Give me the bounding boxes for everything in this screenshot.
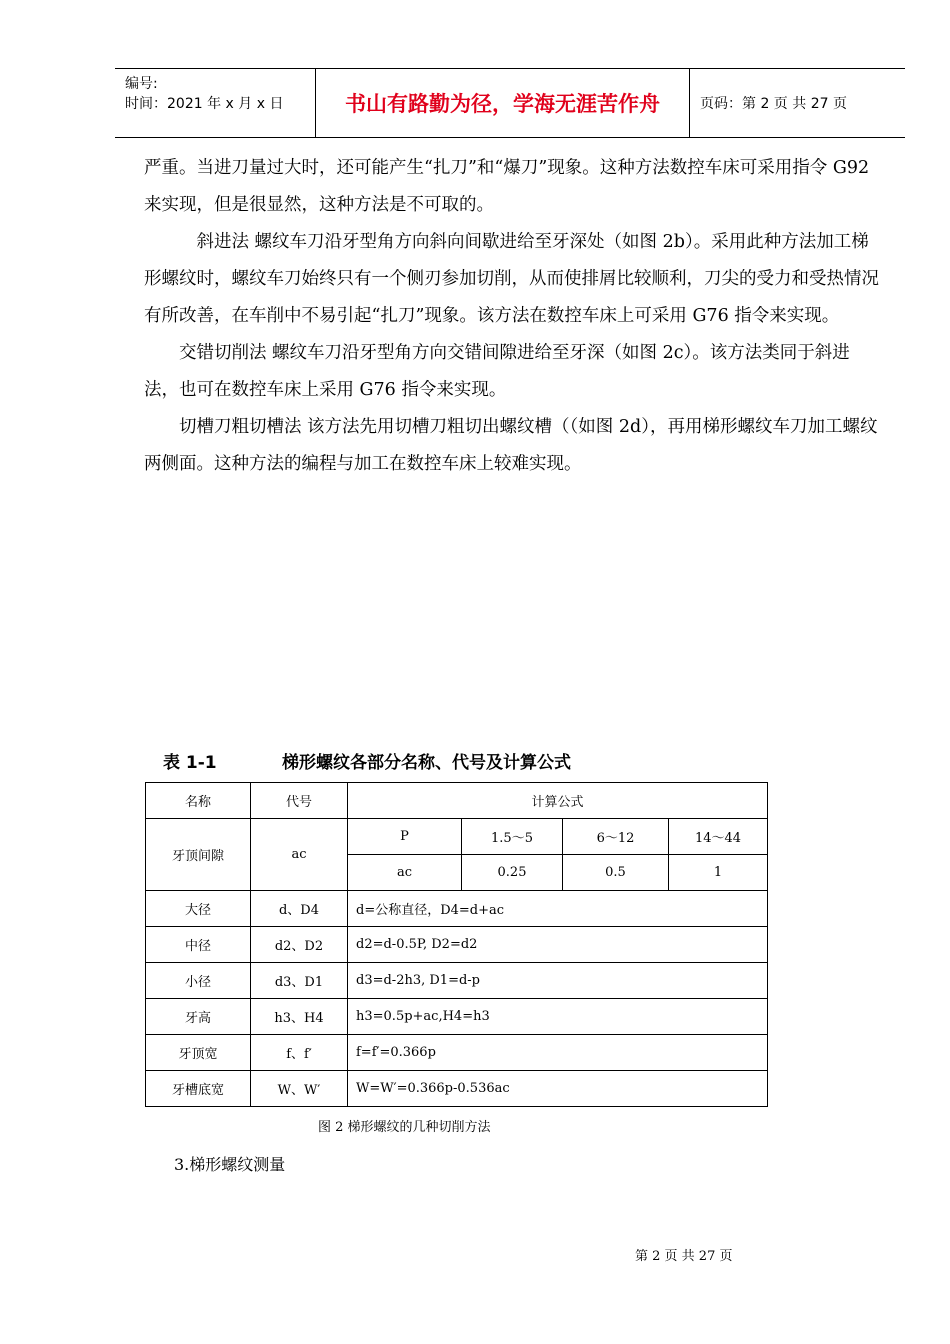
- cell-code: f、f′: [251, 1035, 348, 1071]
- cell-code: d2、D2: [251, 927, 348, 963]
- header-name: 名称: [146, 783, 251, 819]
- cell-ac-value: 0.5: [563, 855, 669, 891]
- cell-name: 中径: [146, 927, 251, 963]
- cell-ac-label: ac: [348, 855, 462, 891]
- paragraph: 交错切削法 螺纹车刀沿牙型角方向交错间隙进给至牙深（如图 2c）。该方法类同于斜进法，也可在数控车床上采用 G76 指令来实现。: [144, 343, 850, 400]
- header-meta: [115, 69, 315, 137]
- header-code: 代号: [251, 783, 348, 819]
- motto: 书山有路勤为径，学海无涯苦作舟: [315, 69, 690, 137]
- cell-formula: d3=d-2h3, D1=d-p: [348, 963, 768, 999]
- table-header-row: [146, 783, 768, 819]
- cell-name: 牙顶间隙: [146, 819, 251, 891]
- header-formula: 计算公式: [348, 783, 768, 819]
- cell-ac-value: 0.25: [462, 855, 563, 891]
- cell-name: 小径: [146, 963, 251, 999]
- table-row: [146, 819, 768, 855]
- paragraph: 严重。当进刀量过大时，还可能产生“扎刀”和“爆刀”现象。这种方法数控车床可采用指令 G92 来实现，但是很显然，这种方法是不可取的。: [144, 158, 870, 215]
- cell-p-value: 6～12: [563, 819, 669, 855]
- table-label: 表 1-1: [163, 753, 217, 773]
- cell-code: d、D4: [251, 891, 348, 927]
- cell-name: 牙高: [146, 999, 251, 1035]
- cell-code: d3、D1: [251, 963, 348, 999]
- cell-code: ac: [251, 819, 348, 891]
- table-title: 梯形螺纹各部分名称、代号及计算公式: [282, 753, 571, 773]
- cell-p-label: P: [348, 819, 462, 855]
- table-row: [146, 1071, 768, 1107]
- page-info: 页码：第 2 页 共 27 页: [700, 96, 847, 112]
- cell-code: W、W′: [251, 1071, 348, 1107]
- paragraph: 切槽刀粗切槽法 该方法先用切槽刀粗切出螺纹槽（（如图 2d），再用梯形螺纹车刀加工螺纹两侧面。这种方法的编程与加工在数控车床上较难实现。: [144, 417, 878, 474]
- cell-code: h3、H4: [251, 999, 348, 1035]
- cell-p-value: 1.5～5: [462, 819, 563, 855]
- table-row: [146, 927, 768, 963]
- cell-name: 牙顶宽: [146, 1035, 251, 1071]
- body-text: [144, 150, 884, 483]
- cell-formula: h3=0.5p+ac,H4=h3: [348, 999, 768, 1035]
- cell-formula: d2=d-0.5P, D2=d2: [348, 927, 768, 963]
- cell-formula: W=W′=0.366p-0.536ac: [348, 1071, 768, 1107]
- cell-formula: d=公称直径，D4=d+ac: [348, 891, 768, 927]
- table-row: [146, 891, 768, 927]
- cell-name: 牙槽底宽: [146, 1071, 251, 1107]
- table-row: [146, 999, 768, 1035]
- time-label: 时间：2021 年 x 月 x 日: [125, 96, 284, 112]
- section-heading: 3.梯形螺纹测量: [174, 1155, 286, 1174]
- thread-spec-table: [145, 782, 768, 1107]
- page-footer: 第 2 页 共 27 页: [635, 1249, 733, 1264]
- cell-p-value: 14～44: [669, 819, 768, 855]
- number-label: 编号:: [125, 76, 158, 92]
- table-row: [146, 963, 768, 999]
- cell-ac-value: 1: [669, 855, 768, 891]
- cell-name: 大径: [146, 891, 251, 927]
- paragraph: 斜进法 螺纹车刀沿牙型角方向斜向间歇进给至牙深处（如图 2b）。采用此种方法加工梯形螺纹时，螺纹车刀始终只有一个侧刃参加切削，从而使排屑比较顺利，刀尖的受力和受热情况有所改善，在车削中不易引起“扎刀”现象。该方法在数控车床上可采用 G76 指令来实现。: [144, 232, 879, 326]
- table-row: [146, 1035, 768, 1071]
- page-header: [115, 68, 905, 138]
- cell-formula: f=f′=0.366p: [348, 1035, 768, 1071]
- figure-caption: 图 2 梯形螺纹的几种切削方法: [318, 1120, 491, 1135]
